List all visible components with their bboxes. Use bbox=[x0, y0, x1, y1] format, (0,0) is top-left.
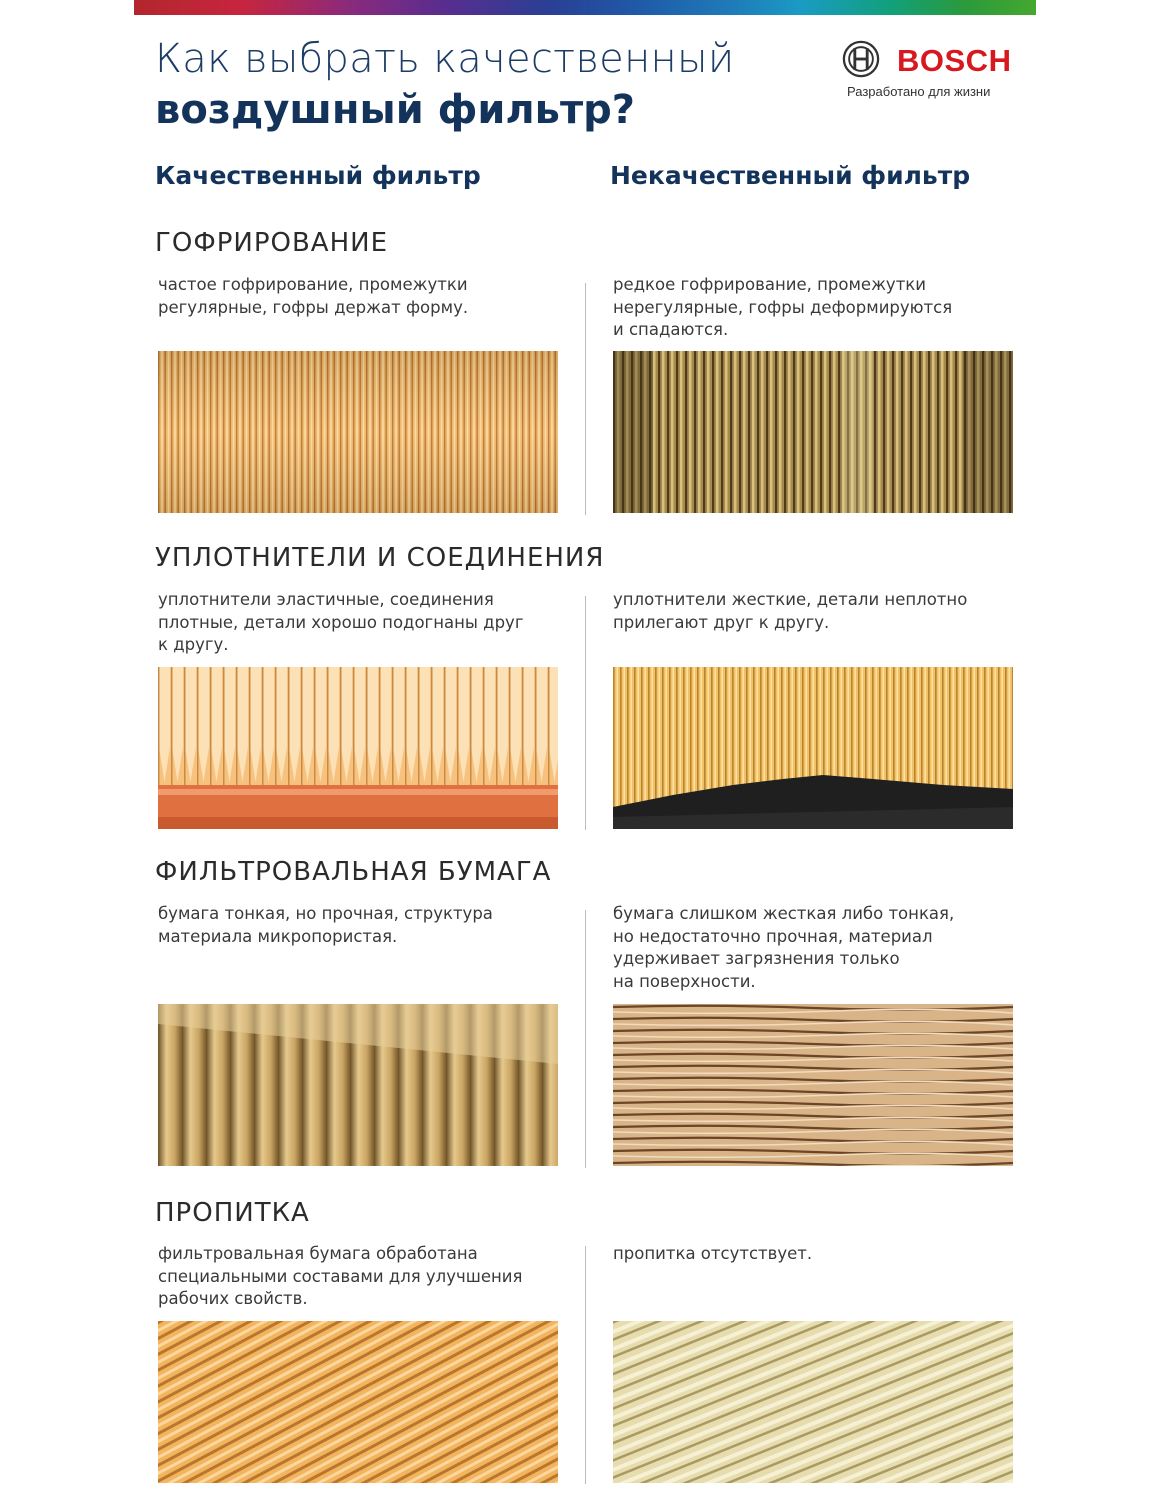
column-header-bad: Некачественный фильтр bbox=[610, 161, 971, 190]
good-seals-photo bbox=[158, 667, 558, 829]
bad-corrugation-photo bbox=[613, 351, 1013, 513]
bad-description: уплотнители жесткие, детали неплотно прилегают друг к другу. bbox=[613, 590, 968, 632]
good-description: фильтровальная бумага обработана специальными составами для улучшения рабочих свойств. bbox=[158, 1244, 523, 1308]
bad-seals-photo bbox=[613, 667, 1013, 829]
section-title-impregnation: ПРОПИТКА bbox=[155, 1198, 310, 1228]
bosch-armature-icon bbox=[842, 40, 880, 78]
section-title-paper: ФИЛЬТРОВАЛЬНАЯ БУМАГА bbox=[155, 857, 552, 887]
bad-description: редкое гофрирование, промежутки нерегулярные, гофры деформируются и спадаются. bbox=[613, 275, 953, 339]
good-paper-photo bbox=[158, 1004, 558, 1166]
column-divider bbox=[585, 283, 586, 515]
good-description: бумага тонкая, но прочная, структура материала микропористая. bbox=[158, 904, 493, 946]
brand-tagline: Разработано для жизни bbox=[847, 84, 991, 99]
section-title-corrugation: ГОФРИРОВАНИЕ bbox=[155, 228, 389, 258]
page-title-line2: воздушный фильтр? bbox=[155, 87, 635, 133]
column-divider bbox=[585, 596, 586, 830]
bad-paper-photo bbox=[613, 1004, 1013, 1166]
bad-impregnation-photo bbox=[613, 1321, 1013, 1483]
bosch-logo bbox=[842, 38, 1017, 102]
good-corrugation-photo bbox=[158, 351, 558, 513]
column-divider bbox=[585, 1246, 586, 1484]
bad-description: бумага слишком жесткая либо тонкая, но недостаточно прочная, материал удерживает загрязнения только на поверхности. bbox=[613, 904, 955, 991]
good-impregnation-photo bbox=[158, 1321, 558, 1483]
section-title-seals: УПЛОТНИТЕЛИ И СОЕДИНЕНИЯ bbox=[155, 543, 605, 573]
column-header-good: Качественный фильтр bbox=[155, 161, 481, 190]
good-description: частое гофрирование, промежутки регулярные, гофры держат форму. bbox=[158, 275, 469, 317]
bad-description: пропитка отсутствует. bbox=[613, 1244, 813, 1263]
good-description: уплотнители эластичные, соединения плотные, детали хорошо подогнаны друг к другу. bbox=[158, 590, 524, 654]
brand-color-bar bbox=[134, 0, 1036, 15]
column-divider bbox=[585, 910, 586, 1168]
page-title-line1: Как выбрать качественный bbox=[155, 36, 735, 82]
brand-wordmark: BOSCH bbox=[897, 43, 1012, 78]
